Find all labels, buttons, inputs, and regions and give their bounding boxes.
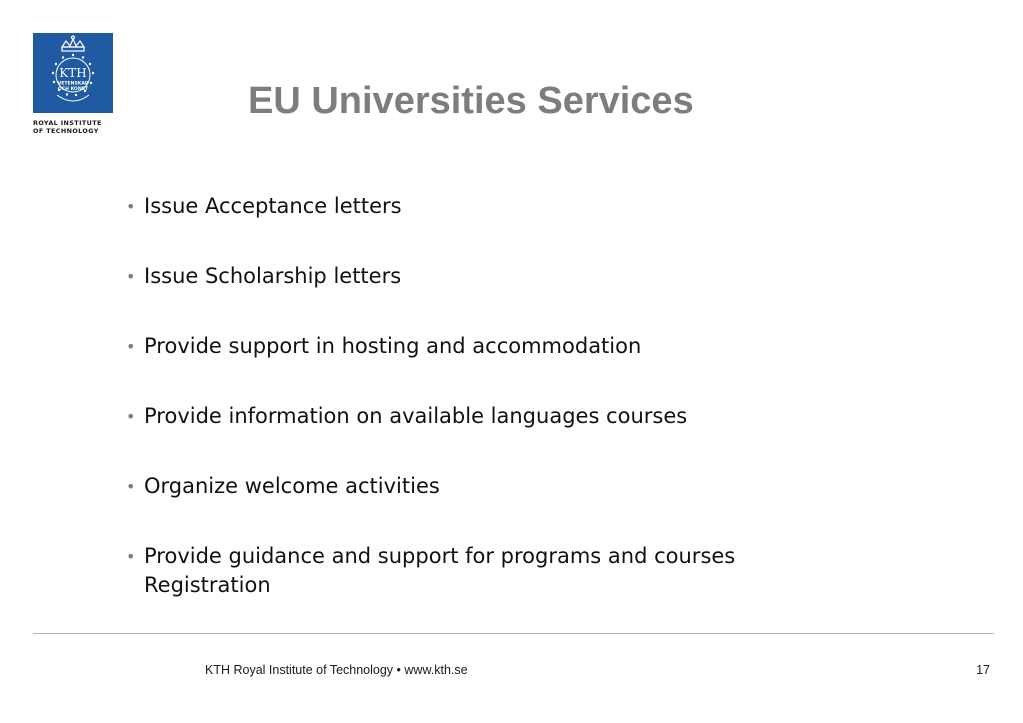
kth-motto-line1: VETENSKAP [57, 81, 89, 87]
bullet-item [126, 402, 886, 431]
bullet-text: Issue Acceptance letters [144, 194, 402, 218]
page-number: 17 [976, 663, 990, 677]
bullet-text: Issue Scholarship letters [144, 264, 402, 288]
bullet-dot-icon: • [126, 547, 136, 566]
footer-text: KTH Royal Institute of Technology • www.kth.se [205, 663, 468, 677]
kth-crown-seal-icon [33, 33, 113, 113]
kth-mark-text: KTH [59, 66, 87, 80]
bullet-list [126, 192, 886, 641]
kth-motto-line2: OCH KONST [57, 87, 89, 92]
bullet-text: Provide support in hosting and accommodation [144, 334, 642, 358]
bullet-dot-icon: • [126, 337, 136, 356]
slide-title: EU Universities Services [248, 80, 694, 122]
bullet-dot-icon: • [126, 407, 136, 426]
bullet-item [126, 542, 844, 600]
bullet-dot-icon: • [126, 267, 136, 286]
footer-divider [33, 633, 994, 634]
kth-logo [33, 33, 114, 135]
bullet-item [126, 262, 886, 291]
bullet-item [126, 192, 886, 221]
bullet-item [126, 332, 886, 361]
bullet-item [126, 472, 886, 501]
logo-caption-line1: ROYAL INSTITUTE [33, 119, 102, 127]
bullet-text: Organize welcome activities [144, 474, 440, 498]
kth-seal-icon [33, 33, 113, 113]
logo-caption-line2: OF TECHNOLOGY [33, 127, 99, 135]
bullet-dot-icon: • [126, 477, 136, 496]
bullet-dot-icon: • [126, 197, 136, 216]
bullet-text: Provide information on available languages courses [144, 404, 688, 428]
logo-caption [33, 119, 114, 135]
bullet-text: Provide guidance and support for programs and courses Registration [144, 544, 736, 597]
